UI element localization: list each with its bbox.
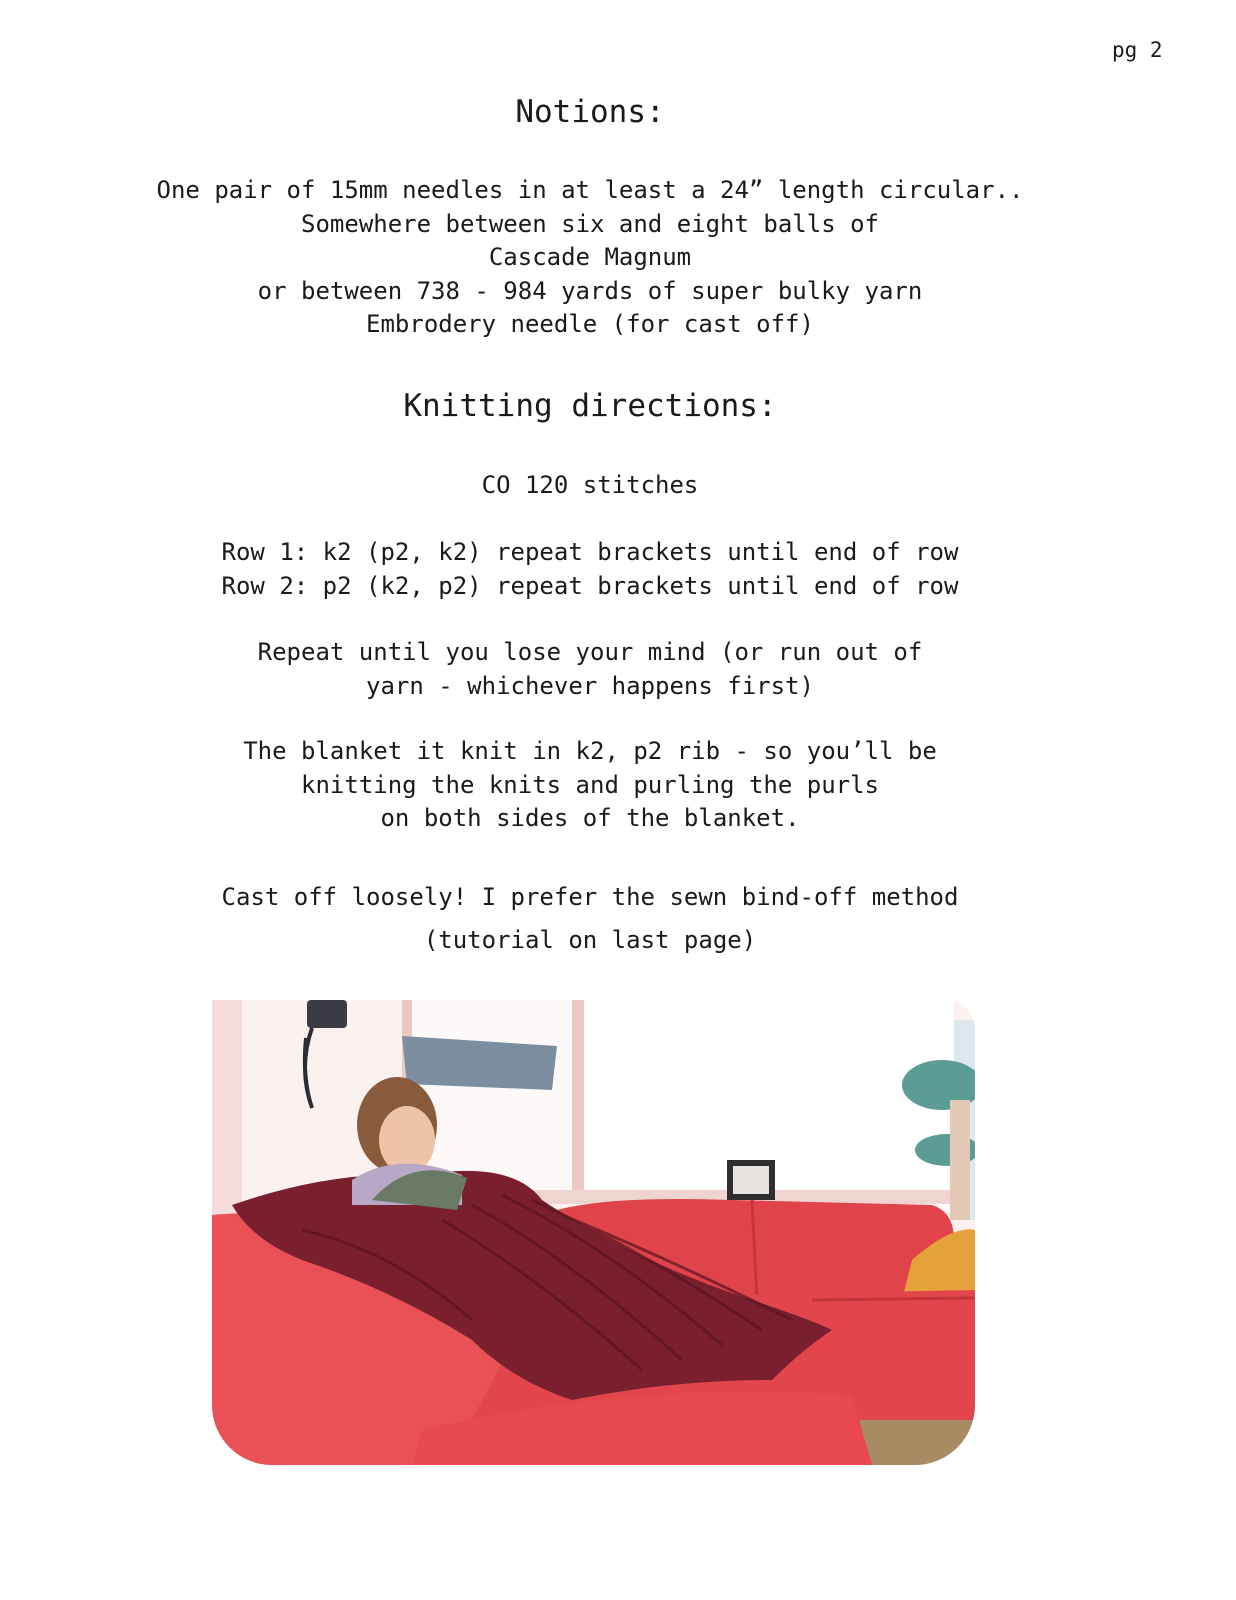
row-instructions — [0, 536, 1180, 603]
notions-line: Cascade Magnum — [488, 243, 692, 271]
blanket-photo — [212, 1000, 975, 1465]
rib-note-line: on both sides of the blanket. — [380, 804, 800, 832]
row-2-instruction: Row 2: p2 (k2, p2) repeat brackets until end of row — [221, 571, 959, 600]
notions-heading: Notions: — [515, 94, 665, 130]
repeat-instruction — [0, 636, 1180, 703]
notions-line: One pair of 15mm needles in at least a 24” length circular.. — [156, 176, 1024, 204]
knitting-directions-heading: Knitting directions: — [403, 388, 777, 424]
row-1-instruction: Row 1: k2 (p2, k2) repeat brackets until end of row — [221, 538, 959, 566]
cast-off-line: (tutorial on last page) — [423, 926, 757, 954]
repeat-line: Repeat until you lose your mind (or run out of — [257, 638, 923, 666]
rib-note — [0, 735, 1180, 836]
notions-list — [0, 174, 1180, 342]
cast-off-line: Cast off loosely! I prefer the sewn bind-off method — [221, 883, 959, 911]
notions-line: or between 738 - 984 yards of super bulky yarn — [257, 276, 923, 305]
notions-line: Somewhere between six and eight balls of — [301, 209, 879, 238]
repeat-line: yarn - whichever happens first) — [366, 671, 814, 700]
rib-note-line: The blanket it knit in k2, p2 rib - so you’ll be — [243, 737, 937, 765]
cast-off-instruction — [0, 876, 1180, 962]
notions-line: Embrodery needle (for cast off) — [366, 310, 814, 338]
rib-note-line: knitting the knits and purling the purls — [301, 770, 879, 799]
cast-on-line: CO 120 stitches — [481, 471, 699, 499]
cast-on-instruction — [0, 469, 1180, 503]
page-number: pg 2 — [1112, 38, 1163, 62]
